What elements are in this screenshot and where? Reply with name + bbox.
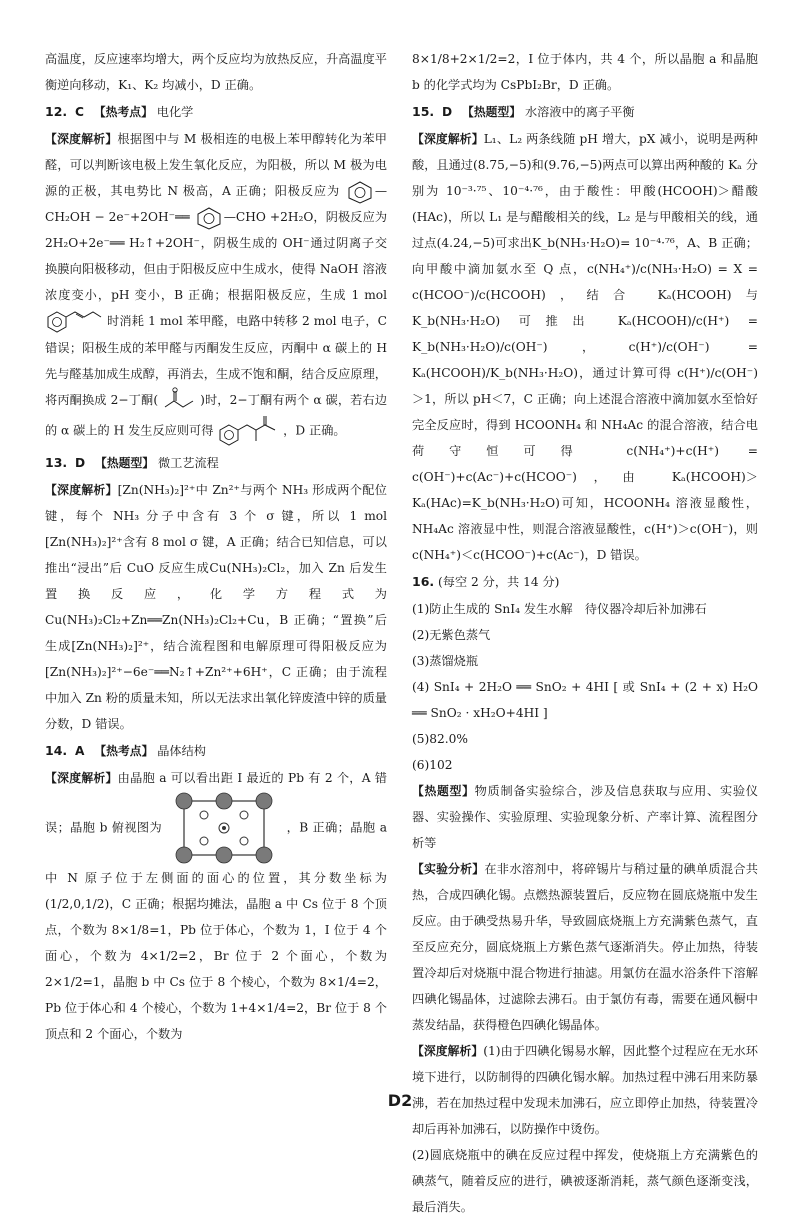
q16-answers <box>412 596 758 778</box>
q16-deep-text-2: (2)圆底烧瓶中的碘在反应过程中挥发，使烧瓶上方充满紫色的碘蒸气，随着反应的进行，碘被逐渐消耗，蒸气颜色逐渐变浅，最后消失。 <box>412 1148 758 1214</box>
q14-text-1: 由晶胞 a 可以看出距 I 最近的 Pb 有 2 个，A 错误；晶胞 b 俯视图为 <box>45 771 387 835</box>
intro-paragraph: 高温度，反应速率均增大，两个反应均为放热反应，升高温度平衡逆向移动，K₁、K₂ 均减小，D 正确。 <box>45 52 387 92</box>
q16-answer-1: (1)防止生成的 SnI₄ 发生水解 待仪器冷却后补加沸石 <box>412 602 707 616</box>
q16-deep-text-1: (1)由于四碘化锡易水解，因此整个过程应在无水环境下进行，以防制得的四碘化锡水解。加热过程中沸石用来防暴沸，若在加热过程中发现未加沸石，应立即停止加热，待装置冷却后再补加沸石，以防操作中烫伤。 <box>412 1044 758 1136</box>
q15-analysis <box>412 126 758 568</box>
q14-topic: 晶体结构 <box>157 744 206 758</box>
q13-header <box>45 450 387 476</box>
q13-tag: 【 热题型 】 <box>95 456 154 470</box>
q15-header <box>412 99 758 125</box>
q16-score: (每空 2 分，共 14 分) <box>438 575 560 589</box>
q12-text-4: ，D 正确。 <box>283 423 346 438</box>
q12-chem-1: —CH₂OH <box>45 184 388 224</box>
left-column <box>45 46 387 1047</box>
q14-tag: 【 热考点 】 <box>94 744 153 758</box>
q15-text: L₁、L₂ 两条线随 pH 增大，pX 减小，说明是两种酸，且通过(8.75,−5)和(9.76,−5)两点可以算出两种酸的 Kₐ 分别为 10⁻³·⁷⁵、10⁻⁴·⁷⁶，由于酸性：甲酸(HCOOH)＞醋酸(HAc)，所以 L₁ 是与醋酸相关的线，L₂ 是与甲酸相关的线，通过点(4.24,−5)可求出K_b(NH₃·H₂O)= 10⁻⁴·⁷⁶，A、B 正确；向甲酸中滴加氨水至 Q 点，c(NH₄⁺)/c(NH₃·H₂O) = X = c(HCOO⁻)/c(HCOOH)，结合 Kₐ(HCOOH)与 K_b(NH₃·H₂O) 可推出 Kₐ(HCOOH)/c(H⁺) = K_b(NH₃·H₂O)/c(OH⁻)，c(H⁺)/c(OH⁻) = Kₐ(HCOOH)/K_b(NH₃·H₂O)，通过计算可得 c(H⁺)/c(OH⁻)＞1，所以 pH＜7，C 正确；向上述混合溶液中滴加氨水至恰好完全反应时，得到 HCOONH₄ 和 NH₄Ac 的混合溶液，结合电荷守恒可得 c(NH₄⁺)+c(H⁺) = c(OH⁻)+c(Ac⁻)+c(HCOO⁻)，由 Kₐ(HCOOH)＞Kₐ(HAc)=K_b(NH₃·H₂O)可知，HCOONH₄ 溶液显酸性，NH₄Ac 溶液显中性，则混合溶液显酸性，c(H⁺)＞c(OH⁻)，则 c(NH₄⁺)＜c(HCOO⁻)+c(Ac⁻)，D 错误。 <box>412 132 758 562</box>
q16-answer-2: (2)无紫色蒸气 <box>412 628 491 642</box>
benzaldehyde-structure <box>194 206 224 230</box>
q12-text-3-tail2: )时，2−丁酮有两个 α 碳，若右边的 α 碳上的 H 发生反应则可得 <box>45 392 388 438</box>
q12-analysis <box>45 126 387 449</box>
q12-text-1-tail: − <box>94 210 105 224</box>
q14-number: 14. <box>45 743 68 758</box>
product-ketone-structure <box>217 413 279 449</box>
q12-text-2-tail: +2H₂O，阴极反应为 2H₂O+2e⁻══ <box>45 210 388 250</box>
q16-answer-4: (4) SnI₄ + 2H₂O ══ SnO₂ + 4HI [ 或 SnI₄ + (2 + x) H₂O ══ SnO₂ · xH₂O+4HI ] <box>412 680 758 720</box>
q12-text-2: 2e⁻+2OH⁻══ <box>108 210 190 224</box>
q16-answer-6: (6)102 <box>412 758 453 772</box>
q15-tag: 【 热题型 】 <box>462 105 521 119</box>
q16-deep-tag: 【 深度解析 】 <box>412 1044 483 1058</box>
butanone-structure <box>162 387 196 413</box>
q16-analysis-text: 在非水溶剂中，将碎锡片与稍过量的碘单质混合共热，合成四碘化锡。点燃热源装置后，反应物在圆底烧瓶中发生反应。由于碘受热易升华，导致圆底烧瓶上方充满紫色蒸气，直至反应充分，圆底烧瓶上方紫色蒸气逐渐消失。停止加热，待装置冷却后对烧瓶中混合物进行抽滤。用氯仿在温水浴条件下溶解四碘化锡晶体，过滤除去沸石。由于氯仿有毒，需要在通风橱中蒸发结晶，获得橙色四碘化锡晶体。 <box>412 862 758 1032</box>
q15-deep-tag: 【 深度解析 】 <box>412 132 484 146</box>
q16-answer-3: (3)蒸馏烧瓶 <box>412 654 479 668</box>
benzyl-alcohol-structure <box>345 180 375 204</box>
q13-answer: D <box>75 456 86 470</box>
q14-deep-tag: 【 深度解析 】 <box>45 771 118 785</box>
q15-number: 15. <box>412 104 435 119</box>
q16-experiment-analysis <box>412 856 758 1038</box>
q15-answer: D <box>442 105 453 119</box>
q14-header <box>45 738 387 764</box>
q16-number: 16. <box>412 574 435 589</box>
q12-header <box>45 99 387 125</box>
q16-type-tag: 【 热题型 】 <box>412 784 475 798</box>
q15-topic: 水溶液中的离子平衡 <box>524 105 635 119</box>
crystal-topview-figure <box>172 791 276 865</box>
q12-answer: C <box>75 105 84 119</box>
q16-type <box>412 778 758 856</box>
q16-analysis-tag: 【 实验分析 】 <box>412 862 484 876</box>
q12-deep-tag: 【 深度解析 】 <box>45 132 117 146</box>
q16-header <box>412 569 758 595</box>
q14-analysis <box>45 765 387 1047</box>
page-number: D2 <box>387 1091 413 1110</box>
q12-text-3-tail: 时消耗 1 mol 苯甲醛，电路中转移 2 mol 电子，C 错误；阳极生成的苯甲醛与丙酮发生反应，丙酮中 α 碳上的 H 先与醛基加成生成醇，再消去，生成不饱和酮，结合反应原理，将丙酮换成 2−丁酮( <box>45 314 387 407</box>
continuation-paragraph: 8×1/8+2×1/2=2，I 位于体内，共 4 个，所以晶胞 a 和晶胞 b 的化学式均为 CsPbI₂Br，D 正确。 <box>412 52 758 92</box>
q16-answer-5: (5)82.0% <box>412 732 468 746</box>
q12-tag: 【 热考点 】 <box>94 105 153 119</box>
q12-text-1: 根据图中与 M 极相连的电极上苯甲醇转化为苯甲醛，可以判断该电极上发生氧化反应，为阳极，所以 M 极为电源的正极，其电势比 N 极高，A 正确；阳极反应为 <box>45 132 387 198</box>
q13-analysis <box>45 477 387 737</box>
q12-text-3: H₂↑+2OH⁻，阴极生成的 OH⁻通过阴离子交换膜向阳极移动，但由于阳极反应中生成水，使得 NaOH 溶液浓度变小，pH 变小，B 正确；根据阳极反应，生成 1 mol <box>45 236 388 302</box>
cinnamaldehyde-structure <box>45 309 103 335</box>
q13-deep-tag: 【 深度解析 】 <box>45 483 118 497</box>
q12-number: 12. <box>45 104 68 119</box>
q12-topic: 电化学 <box>156 105 194 119</box>
q14-text-2: ，B 正确；晶胞 a 中 N 原子位于左侧面的面心的位置，其分数坐标为(1/2,0,1/2)，C 正确；根据均摊法，晶胞 a 中 Cs 位于 8 个顶点，个数为 8×1/8=1，Pb 位于体心，个数为 1，I 位于 4 个面心，个数为 4×1/2=2，Br 位于 2 个面心，个数为 2×1/2=1，晶胞 b 中 Cs 位于 8 个棱心，个数为 8×1/4=2，Pb 位于体心和 4 个棱心，个数为 1+4×1/4=2，Br 位于 8 个顶点和 2 个面心，个数为 <box>45 820 387 1041</box>
q16-type-text: 物质制备实验综合，涉及信息获取与应用、实验仪器、实验操作、实验原理、实验现象分析、产率计算、流程图分析等 <box>412 784 758 850</box>
q13-number: 13. <box>45 455 68 470</box>
q14-answer: A <box>75 744 85 758</box>
q13-topic: 微工艺流程 <box>157 456 219 470</box>
q13-text: [Zn(NH₃)₂]²⁺中 Zn²⁺与两个 NH₃ 形成两个配位键，每个 NH₃ 分子中含有 3 个 σ 键，所以 1 mol [Zn(NH₃)₂]²⁺含有 8 mol σ 键，A 正确；结合已知信息，可以推出“浸出”后 CuO 反应生成Cu(NH₃)₂Cl₂，加入 Zn 后发生置换反应，化学方程式为 Cu(NH₃)₂Cl₂+Zn══Zn(NH₃)₂Cl₂+Cu，B 正确；“置换”后生成[Zn(NH₃)₂]²⁺，结合流程图和电解原理可得阳极反应为[Zn(NH₃)₂]²⁺−6e⁻══N₂↑+Zn²⁺+6H⁺，C 正确；由于流程中加入 Zn 粉的质量未知，所以无法求出氧化锌废渣中锌的质量分数，D 错误。 <box>45 483 387 731</box>
q12-chem-2: —CHO <box>223 210 266 224</box>
right-column <box>412 46 758 1220</box>
